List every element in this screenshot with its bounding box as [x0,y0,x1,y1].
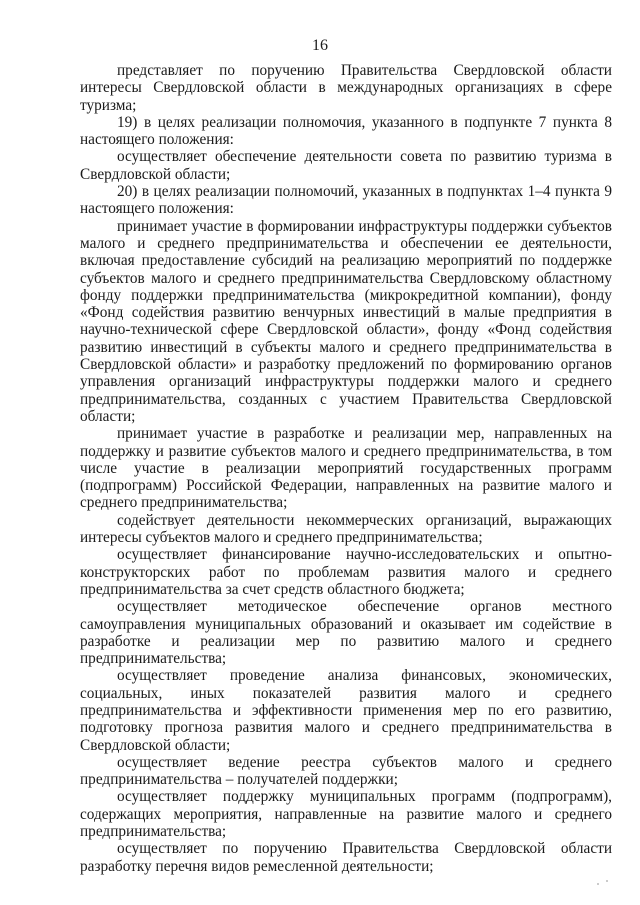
paragraph: принимает участие в разработке и реализации мер, направленных на поддержку и развитие субъектов малого и среднего предпринимательства, в том числе участие в реализации мероприятий государственных программ (подпрограмм) Российской Федерации, направленных на развитие малого и среднего предпринимательства; [80,425,612,512]
document-body [80,62,612,875]
paragraph: осуществляет поддержку муниципальных программ (подпрограмм), содержащих мероприятия, направленные на развитие малого и среднего предпринимательства; [80,788,612,841]
scan-speck [597,883,599,885]
paragraph: осуществляет финансирование научно-исследовательских и опытно-конструкторских работ по проблемам развития малого и среднего предпринимательства за счет средств областного бюджета; [80,546,612,598]
paragraph: осуществляет по поручению Правительства Свердловской области разработку перечня видов ремесленной деятельности; [80,840,612,875]
paragraph: 19) в целях реализации полномочия, указанного в подпункте 7 пункта 8 настоящего положения: [80,113,612,149]
paragraph: осуществляет ведение реестра субъектов малого и среднего предпринимательства – получателей поддержки; [80,753,612,789]
page-number: 16 [312,37,328,54]
paragraph: осуществляет проведение анализа финансовых, экономических, социальных, иных показателей развития малого и среднего предпринимательства и эффективности применения мер по его развитию, подготовку прогноза развития малого и среднего предпринимательства в Свердловской области; [80,667,612,754]
paragraph: представляет по поручению Правительства Свердловской области интересы Свердловской области в международных организациях в сфере туризма; [80,62,612,114]
scan-speck [606,880,608,882]
paragraph: осуществляет методическое обеспечение органов местного самоуправления муниципальных образований и оказывает им содействие в разработке и реализации мер по развитию малого и среднего предпринимательства; [80,598,612,668]
paragraph: осуществляет обеспечение деятельности совета по развитию туризма в Свердловской области; [80,148,612,183]
paragraph: принимает участие в формировании инфраструктуры поддержки субъектов малого и среднего предпринимательства и обеспечении ее деятельности, включая предоставление субсидий на реализацию мероприятий по поддержке субъектов малого и среднего предпринимательства Свердловскому областному фонду поддержки предпринимательства (микрокредитной компании), фонду «Фонд содействия развитию венчурных инвестиций в малые предприятия в научно-технической сфере Свердловской области», фонду «Фонд содействия развитию инвестиций в субъекты малого и среднего предпринимательства в Свердловской области» и разработку предложений по формированию органов управления организаций инфраструктуры поддержки малого и среднего предпринимательства, созданных с участием Правительства Свердловской области; [80,217,612,425]
paragraph: 20) в целях реализации полномочий, указанных в подпунктах 1–4 пункта 9 настоящего положения: [80,183,612,218]
paragraph: содействует деятельности некоммерческих организаций, выражающих интересы субъектов малого и среднего предпринимательства; [80,511,612,547]
